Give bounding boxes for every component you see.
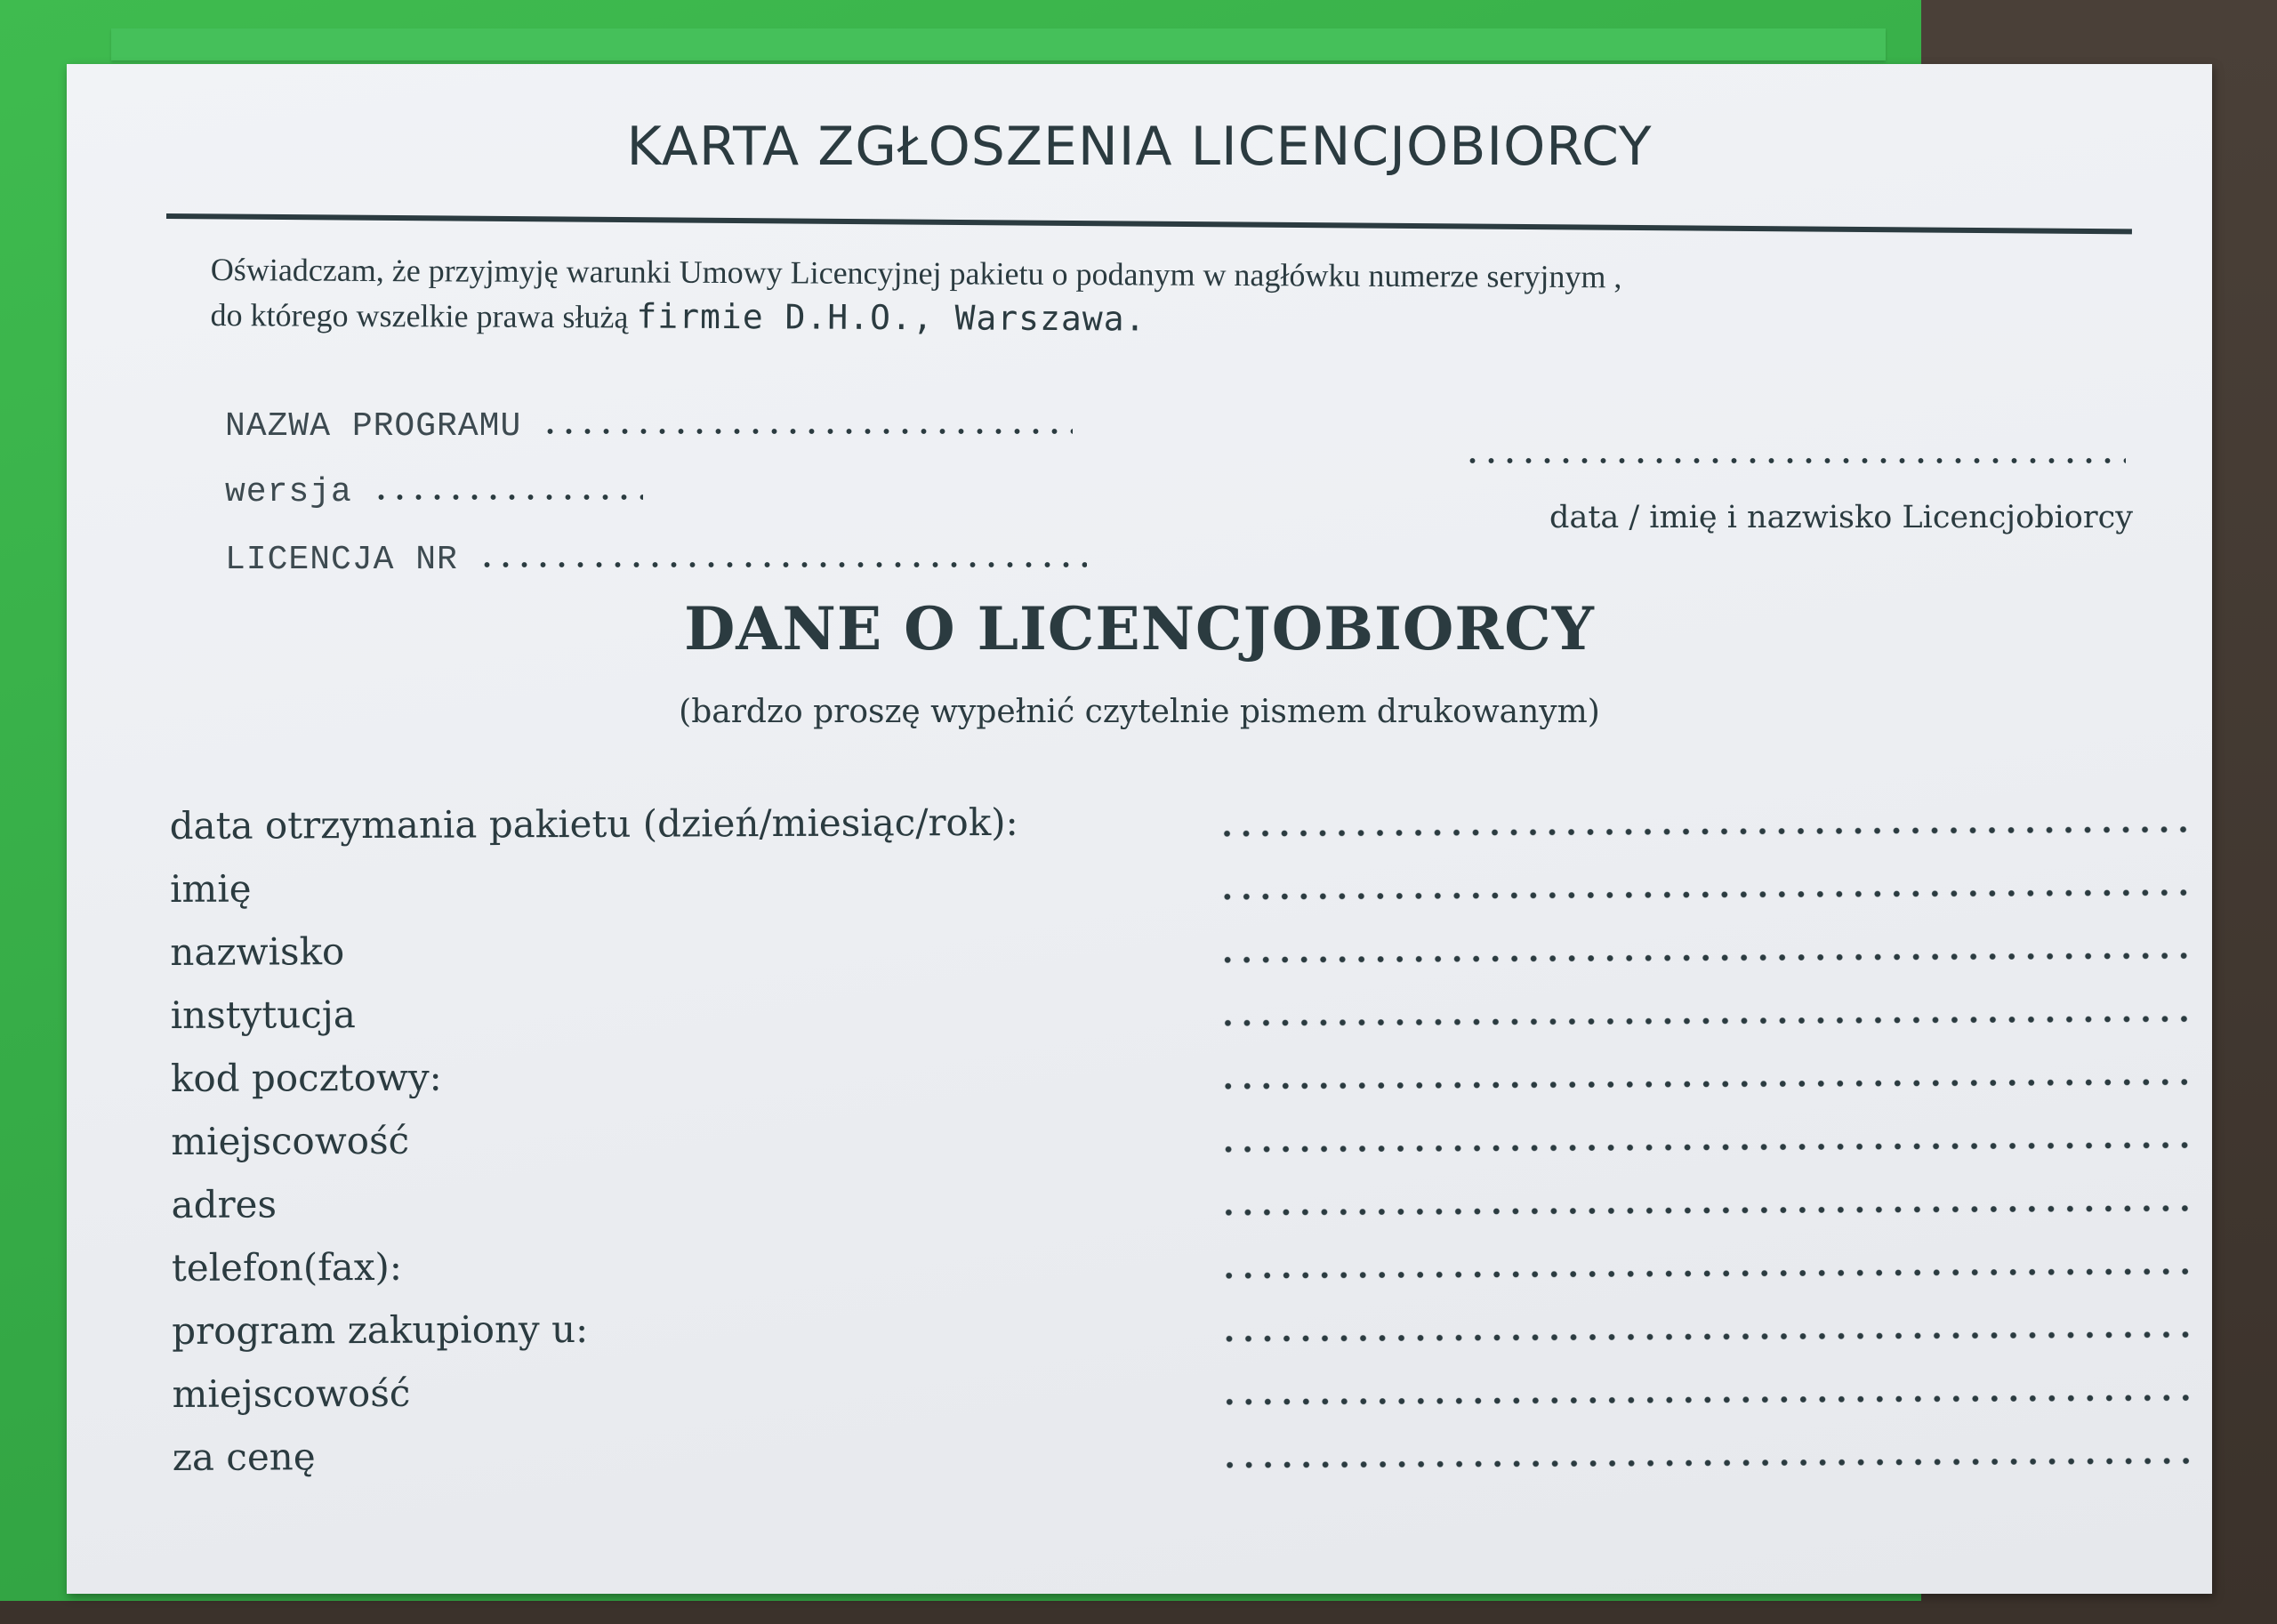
- form-row-postal-code[interactable]: [171, 1048, 2217, 1110]
- form-row-purchased-from[interactable]: [172, 1300, 2217, 1363]
- form-row-receipt-date[interactable]: [170, 795, 2216, 857]
- field-dotted-line[interactable]: [1218, 888, 2192, 901]
- declaration-line-1: Oświadczam, że przyjmyję warunki Umowy Licencyjnej pakietu o podanym w nagłówku numerze seryjnym ,: [210, 251, 1622, 295]
- card-title: KARTA ZGŁOSZENIA LICENCJOBIORCY: [626, 116, 1653, 178]
- field-dotted-line[interactable]: [1218, 825, 2192, 838]
- form-row-price[interactable]: [173, 1427, 2218, 1489]
- field-label: imię: [169, 866, 252, 911]
- field-dotted-line[interactable]: [1219, 1141, 2193, 1154]
- applicant-fields: [166, 55, 2218, 1594]
- field-label: miejscowość: [172, 1371, 411, 1416]
- field-dotted-line[interactable]: [1220, 1394, 2194, 1406]
- green-sheet-edge: [111, 28, 1886, 60]
- form-row-city[interactable]: [171, 1111, 2217, 1173]
- field-label: za cenę: [172, 1435, 316, 1479]
- form-row-first-name[interactable]: [170, 858, 2216, 921]
- section-subtitle: (bardzo proszę wypełnić czytelnie pismem drukowanym): [679, 694, 1600, 730]
- field-dotted-line[interactable]: [1219, 1204, 2193, 1217]
- declaration-company-name: firmie D.H.O., Warszawa.: [636, 296, 1147, 339]
- form-row-phone-fax[interactable]: [172, 1237, 2217, 1299]
- form-row-address[interactable]: [171, 1174, 2217, 1236]
- field-label: telefon(fax):: [171, 1244, 403, 1290]
- form-row-institution[interactable]: [171, 985, 2217, 1047]
- version-label: wersja: [225, 473, 352, 511]
- form-row-purchase-city[interactable]: [172, 1363, 2217, 1426]
- form-row-last-name[interactable]: [170, 921, 2216, 984]
- license-number-label: LICENCJA NR: [225, 541, 458, 579]
- declaration-line-2-text: do którego wszelkie prawa służą: [210, 296, 629, 335]
- field-label: data otrzymania pakietu (dzień/miesiąc/rok):: [169, 800, 1018, 848]
- license-registration-card: [67, 64, 2212, 1594]
- program-name-label: NAZWA PROGRAMU: [225, 407, 522, 446]
- field-label: adres: [171, 1182, 278, 1226]
- field-dotted-line[interactable]: [1220, 1457, 2194, 1469]
- field-dotted-line[interactable]: [1219, 1015, 2193, 1027]
- field-label: instytucja: [170, 993, 356, 1037]
- section-heading: DANE O LICENCJOBIORCY: [684, 594, 1595, 663]
- field-dotted-line[interactable]: [1219, 1331, 2193, 1343]
- field-dotted-line[interactable]: [1219, 1078, 2193, 1090]
- field-label: miejscowość: [171, 1118, 410, 1163]
- field-dotted-line[interactable]: [1219, 1267, 2193, 1280]
- signature-caption: data / imię i nazwisko Licencjobiorcy: [1549, 500, 2133, 535]
- field-label: nazwisko: [170, 929, 345, 974]
- field-label: program zakupiony u:: [172, 1306, 589, 1353]
- field-label: kod pocztowy:: [170, 1055, 442, 1100]
- field-dotted-line[interactable]: [1218, 952, 2192, 964]
